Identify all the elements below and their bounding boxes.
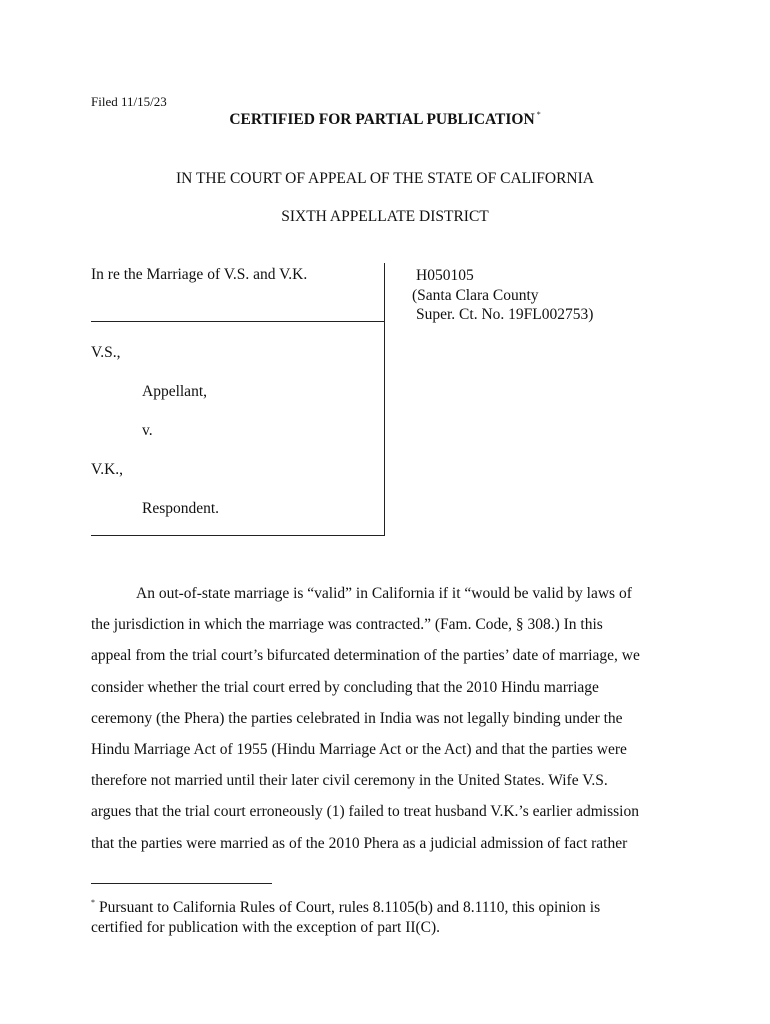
court-name: IN THE COURT OF APPEAL OF THE STATE OF CALIFORNIA: [176, 170, 594, 187]
opinion-body: [91, 578, 666, 859]
footnote: [91, 893, 600, 937]
footnote-line-2: certified for publication with the exception of part II(C).: [91, 918, 441, 936]
body-line: ceremony (the Phera) the parties celebrated in India was not legally binding under the: [91, 709, 623, 727]
versus: v.: [142, 422, 153, 439]
body-line: consider whether the trial court erred by concluding that the 2010 Hindu marriage: [91, 678, 599, 696]
county: (Santa Clara County: [412, 286, 539, 304]
body-line: Hindu Marriage Act of 1955 (Hindu Marriage Act or the Act) and that the parties were: [91, 741, 627, 759]
superior-court-number: Super. Ct. No. 19FL002753): [416, 306, 594, 323]
appellant-name: V.S.,: [91, 344, 121, 361]
caption-divider: [91, 321, 384, 322]
appellant-role: Appellant,: [142, 383, 207, 400]
certified-title: CERTIFIED FOR PARTIAL PUBLICATION: [229, 111, 535, 128]
case-number: H050105: [416, 267, 474, 284]
footnote-marker: *: [536, 110, 541, 119]
caption-vertical-rule: [384, 263, 385, 536]
body-line: the jurisdiction in which the marriage was contracted.” (Fam. Code, § 308.) In this: [91, 616, 603, 634]
footnote-mark: *: [91, 898, 95, 907]
case-number-block: [412, 266, 594, 325]
certified-heading: [0, 110, 770, 129]
footnote-rule: [91, 883, 272, 884]
caption-bottom-rule: [91, 535, 385, 536]
district-name: SIXTH APPELLATE DISTRICT: [281, 208, 489, 225]
respondent-role: Respondent.: [142, 500, 220, 517]
body-line: appeal from the trial court’s bifurcated determination of the parties’ date of marriage, we: [91, 647, 640, 665]
body-line: that the parties were married as of the 2010 Phera as a judicial admission of fact rather: [91, 834, 628, 852]
body-line: argues that the trial court erroneously (1) failed to treat husband V.K.’s earlier admission: [91, 803, 639, 821]
case-caption-title: In re the Marriage of V.S. and V.K.: [91, 266, 308, 283]
respondent-name: V.K.,: [91, 461, 124, 478]
filed-date: Filed 11/15/23: [91, 94, 167, 109]
footnote-line-1: Pursuant to California Rules of Court, rules 8.1105(b) and 8.1110, this opinion is: [99, 899, 601, 916]
body-line: An out-of-state marriage is “valid” in California if it “would be valid by laws of: [136, 585, 632, 602]
body-line: therefore not married until their later civil ceremony in the United States. Wife V.S.: [91, 772, 608, 790]
